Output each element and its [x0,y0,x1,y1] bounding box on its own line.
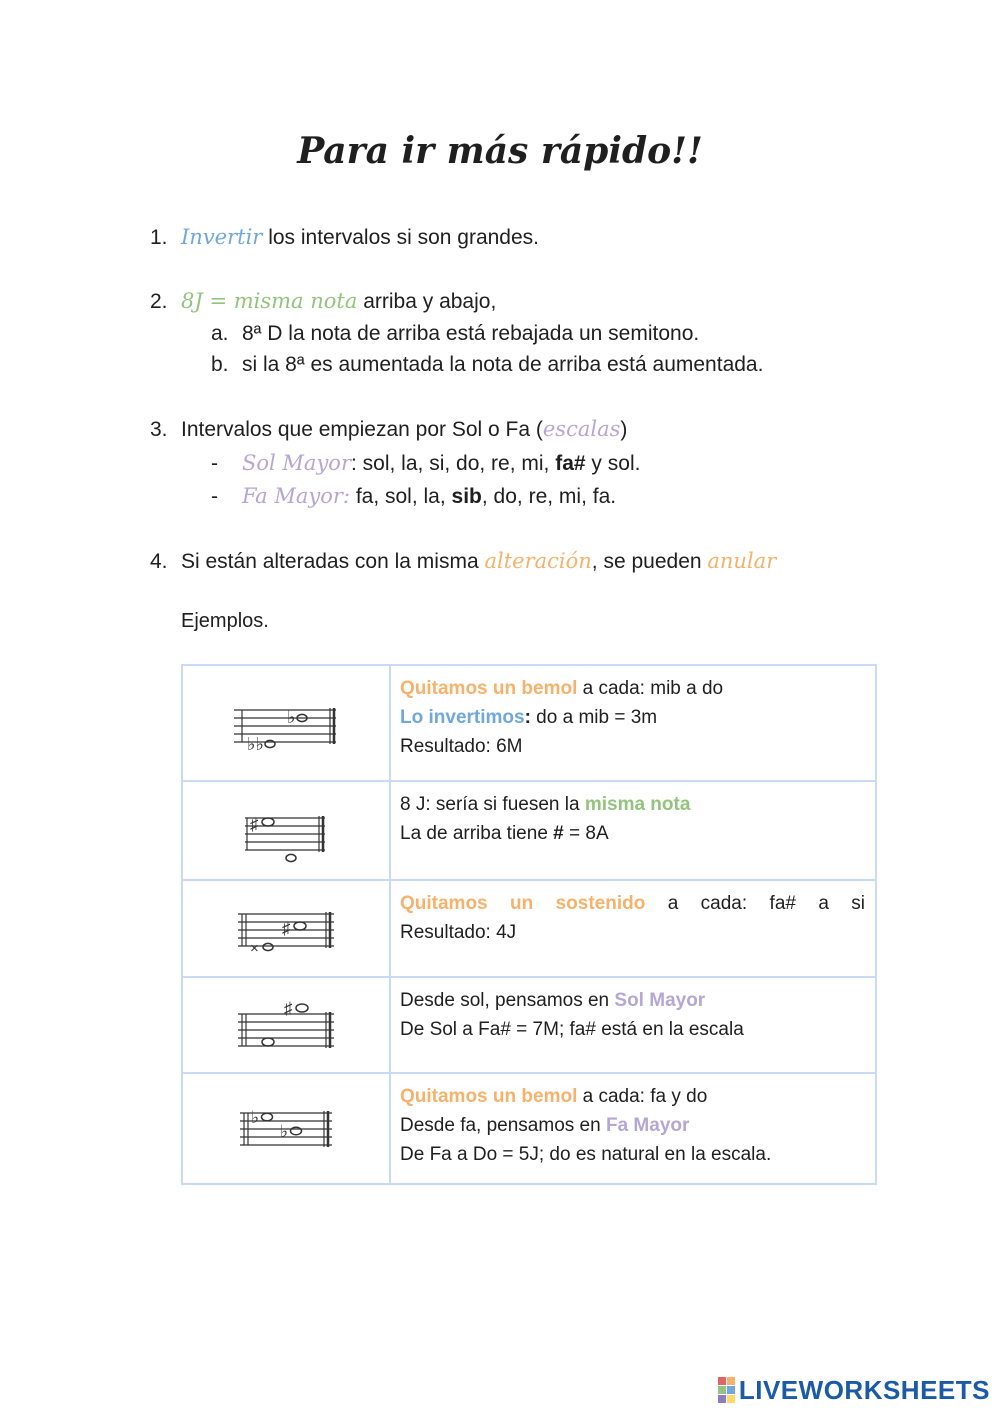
upper-note [296,1004,308,1012]
staff-cell [182,880,390,977]
music-staff-image [241,796,331,866]
examples-label: Ejemplos. [181,610,269,632]
highlight-anular: anular [707,549,777,573]
highlight-escalas: escalas [542,417,621,441]
upper-note [262,818,274,826]
logo-square [718,1377,726,1385]
text: a cada: fa# a si [645,893,865,914]
sharp-glyph: ♯ [250,814,259,834]
list-item-3 [150,417,627,442]
sub-marker: - [211,485,218,508]
staff-cell [182,665,390,781]
text: a cada: mib a do [577,678,724,699]
item-text: Intervalos que empiezan por Sol o Fa ( [181,418,543,441]
list-item-2 [150,289,496,314]
sub-item-2a [211,322,699,346]
label-fa-mayor: Fa Mayor: [242,484,350,508]
sub-item-fa-mayor [211,484,616,509]
text: De Sol a Fa# = 7M; fa# está en la escala [400,1019,744,1040]
label-sol-mayor: Sol Mayor [242,451,351,475]
highlight-invertir: Invertir [181,225,263,249]
music-staff-image [234,894,338,964]
lower-note [291,1127,302,1135]
flat-flat-glyph: ♭♭ [247,734,264,754]
logo-square [727,1386,735,1394]
double-sharp-glyph: × [250,939,259,957]
text: a cada: fa y do [577,1086,708,1107]
sub-marker: - [211,452,218,475]
text: do a mib = 3m [530,707,658,728]
logo-square [727,1395,735,1403]
sub-item-2b [211,353,763,377]
upper-note [262,1113,273,1121]
page-title: Para ir más rápido!! [297,130,703,172]
sub-text-end: y sol. [585,452,641,475]
sharp-glyph: ♯ [284,999,293,1018]
item-text: los intervalos si son grandes. [262,226,539,249]
item-number: 4. [150,550,168,573]
highlight: Quitamos un bemol [400,678,578,699]
logo-icon [718,1377,735,1403]
table-row [182,781,876,880]
staff-cell [182,1073,390,1184]
explanation-cell [390,880,876,977]
table-row [182,1073,876,1184]
sub-text: 8ª D la nota de arriba está rebajada un semitono. [242,322,700,345]
highlight: Sol Mayor [614,990,706,1011]
item-text: Si están alteradas con la misma [181,550,485,573]
logo-wordmark: LIVEWORKSHEETS [738,1374,990,1405]
table-row [182,880,876,977]
table-row [182,977,876,1073]
text: # [553,823,564,844]
flat-glyph: ♭ [280,1121,289,1141]
sub-text: : sol, la, si, do, re, mi, [351,452,556,475]
text: Resultado: 6M [400,736,523,757]
list-item-4 [150,549,776,574]
sub-text: fa, sol, la, [349,485,452,508]
text: La de arriba tiene [400,823,554,844]
text: De Fa a Do = 5J; do es natural en la escala. [400,1144,772,1165]
sub-item-sol-mayor [211,451,640,476]
highlight: Lo invertimos [400,707,525,728]
bold-note: fa# [555,452,586,475]
highlight: Quitamos un sostenido [400,893,646,914]
sub-marker: a. [211,322,229,345]
item-number: 1. [150,226,168,249]
logo-square [718,1386,726,1394]
text: Desde fa, pensamos en [400,1115,606,1136]
item-text: arriba y abajo, [357,290,497,313]
lower-note [262,1038,274,1046]
staff-cell [182,977,390,1073]
text: : [524,707,531,728]
table-row [182,665,876,781]
music-staff-image [230,688,342,758]
logo-square [718,1395,726,1403]
text: = 8A [563,823,609,844]
logo-square [727,1377,735,1385]
item-number: 3. [150,418,168,441]
explanation-cell [390,665,876,781]
item-number: 2. [150,290,168,313]
music-staff-image [234,990,338,1060]
flat-glyph: ♭ [287,707,296,727]
explanation-cell [390,977,876,1073]
lower-note [286,854,296,861]
upper-note [294,922,306,930]
highlight: Fa Mayor [605,1115,690,1136]
item-text-mid: , se pueden [591,550,708,573]
highlight-misma-nota: 8J = misma nota [181,289,358,313]
explanation-cell [390,1073,876,1184]
examples-table [181,664,877,1185]
staff-cell [182,781,390,880]
highlight: misma nota [584,794,691,815]
sub-text: si la 8ª es aumentada la nota de arriba está aumentada. [242,353,764,376]
text: Resultado: 4J [400,922,517,943]
flat-glyph: ♭ [251,1107,260,1127]
text: Desde sol, pensamos en [400,990,615,1011]
explanation-cell [390,781,876,880]
item-text-end: ) [620,418,628,441]
sub-marker: b. [211,353,229,376]
sharp-glyph: ♯ [282,918,291,938]
bold-note: sib [451,485,482,508]
sub-text-end: , do, re, mi, fa. [481,485,617,508]
highlight: Quitamos un bemol [400,1086,578,1107]
music-staff-image [236,1093,336,1165]
liveworksheets-logo [718,1375,990,1405]
text: 8 J: sería si fuesen la [400,794,585,815]
highlight-alteracion: alteración [484,549,592,573]
lower-note [263,943,273,950]
list-item-1 [150,225,539,250]
